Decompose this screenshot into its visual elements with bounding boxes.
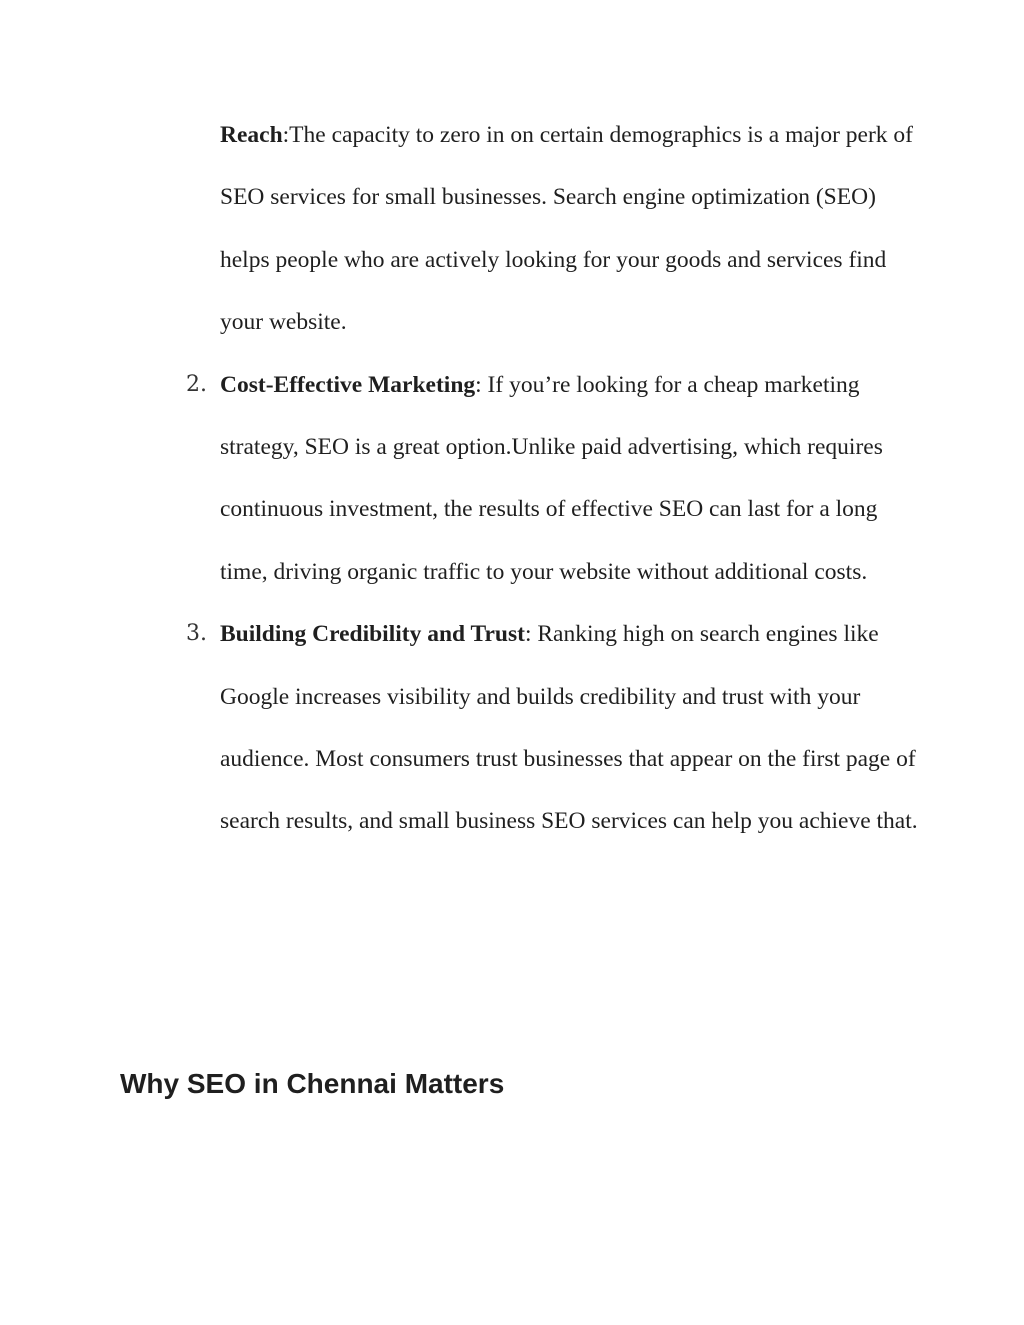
- list-item-number: 3.: [186, 621, 207, 647]
- list-item-body: [220, 354, 920, 604]
- list-item-body: [220, 603, 920, 853]
- list-item-text: : If you’re looking for a cheap marketing strategy, SEO is a great option.Unlike paid advertising, which requires continuous investment, the results of effective SEO can last for a long time, driving organic traffic to your website without additional costs.: [220, 371, 883, 585]
- list-item-term: Building Credibility and Trust: [220, 621, 525, 648]
- list-item-text: :The capacity to zero in on certain demographics is a major perk of SEO services for small businesses. Search engine optimization (SEO) helps people who are actively looking for your goods and services find your website.: [220, 122, 913, 336]
- numbered-list: [0, 104, 1024, 853]
- list-item-term: Reach: [220, 122, 283, 148]
- list-item: [0, 104, 1024, 354]
- list-item: [0, 354, 1024, 604]
- list-item-number: 2.: [186, 371, 207, 397]
- list-item: [0, 603, 1024, 853]
- list-item-body: [220, 104, 920, 354]
- list-item-term: Cost-Effective Marketing: [220, 371, 476, 398]
- section-heading: Why SEO in Chennai Matters: [120, 1068, 505, 1099]
- list-item-text: : Ranking high on search engines like Google increases visibility and builds credibility and trust with your audience. Most consumers trust businesses that appear on the first page of search results, and small business SEO services can help you achieve that.: [220, 621, 918, 835]
